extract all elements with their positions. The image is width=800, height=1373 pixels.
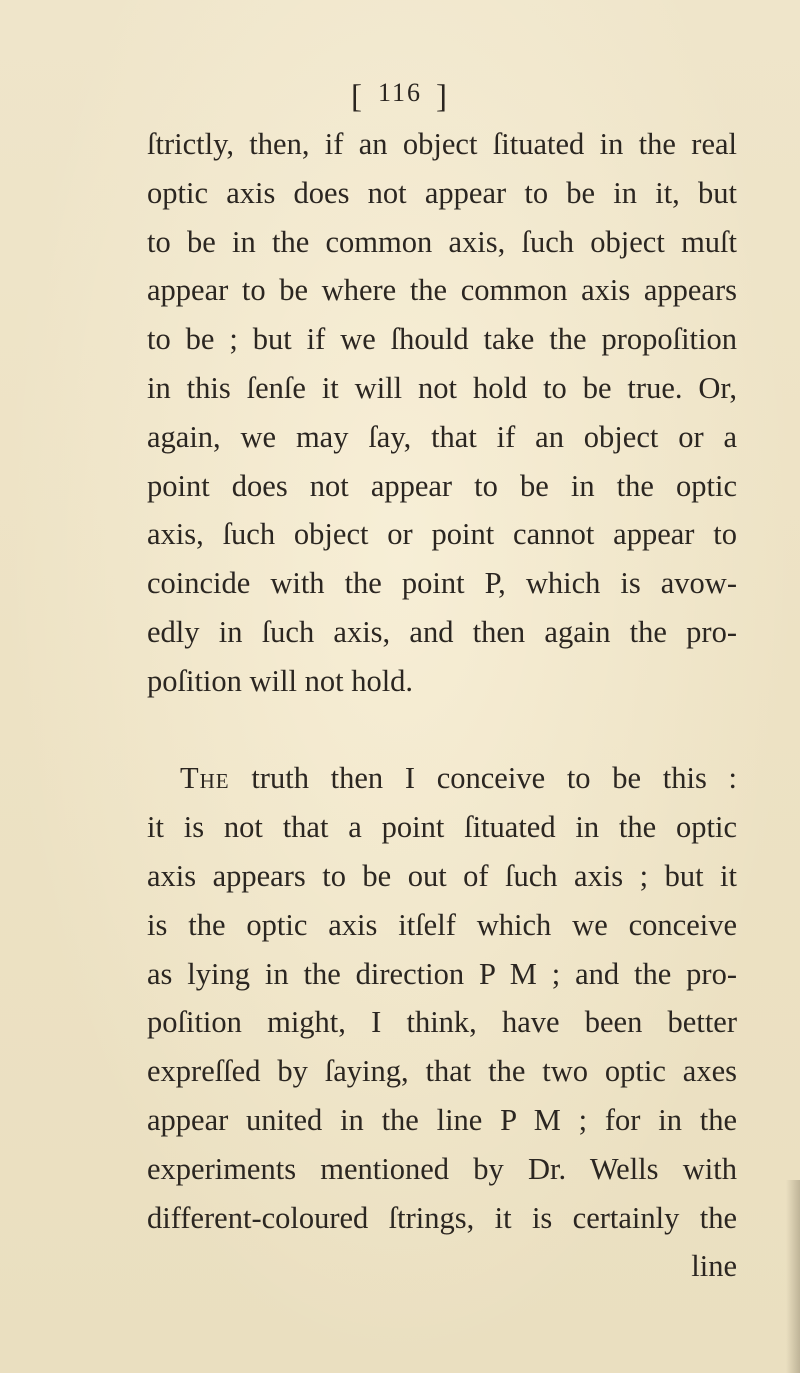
text-line: is the optic axis itſelf which we conceive — [147, 907, 737, 942]
text-line: point does not appear to be in the optic — [147, 468, 737, 503]
text-line: axis, ſuch object or point cannot appear to — [147, 517, 737, 552]
text-line: edly in ſuch axis, and then again the pro- — [147, 614, 737, 649]
text-line: expreſſed by ſaying, that the two optic axes — [147, 1054, 737, 1089]
text-line: poſition will not hold. — [147, 663, 414, 698]
text-line: it is not that a point ſituated in the optic — [147, 810, 737, 845]
body-text — [147, 120, 737, 1291]
text-line: in this ſenſe it will not hold to be true. Or, — [147, 370, 737, 405]
text-line: to be ; but if we ſhould take the propoſition — [147, 322, 737, 357]
catchword: line — [691, 1249, 737, 1284]
left-bracket: [ — [350, 79, 364, 115]
text-line: different-coloured ſtrings, it is certainly the — [147, 1200, 737, 1235]
text-line: appear to be where the common axis appears — [147, 273, 737, 308]
page-edge-shadow — [786, 1180, 800, 1373]
page-number: 116 — [377, 78, 423, 107]
text-line: ſtrictly, then, if an object ſituated in the real — [147, 127, 737, 161]
text-line: optic axis does not appear to be in it, but — [147, 175, 737, 210]
text-line: appear united in the line P M ; for in the — [147, 1102, 737, 1137]
text-line: coincide with the point P, which is avow- — [147, 566, 737, 601]
text-line: to be in the common axis, ſuch object muſt — [147, 224, 737, 259]
text-line: axis appears to be out of ſuch axis ; but it — [147, 858, 737, 893]
right-bracket: ] — [436, 79, 450, 115]
text-line: poſition might, I think, have been better — [147, 1005, 737, 1040]
paragraph-gap — [147, 706, 737, 755]
text-line: experiments mentioned by Dr. Wells with — [147, 1151, 737, 1186]
page-header — [0, 78, 800, 116]
text-line: as lying in the direction P M ; and the pro- — [147, 956, 737, 991]
text-line: again, we may ſay, that if an object or a — [147, 419, 737, 454]
text-line: The truth then I conceive to be this : — [180, 761, 737, 796]
